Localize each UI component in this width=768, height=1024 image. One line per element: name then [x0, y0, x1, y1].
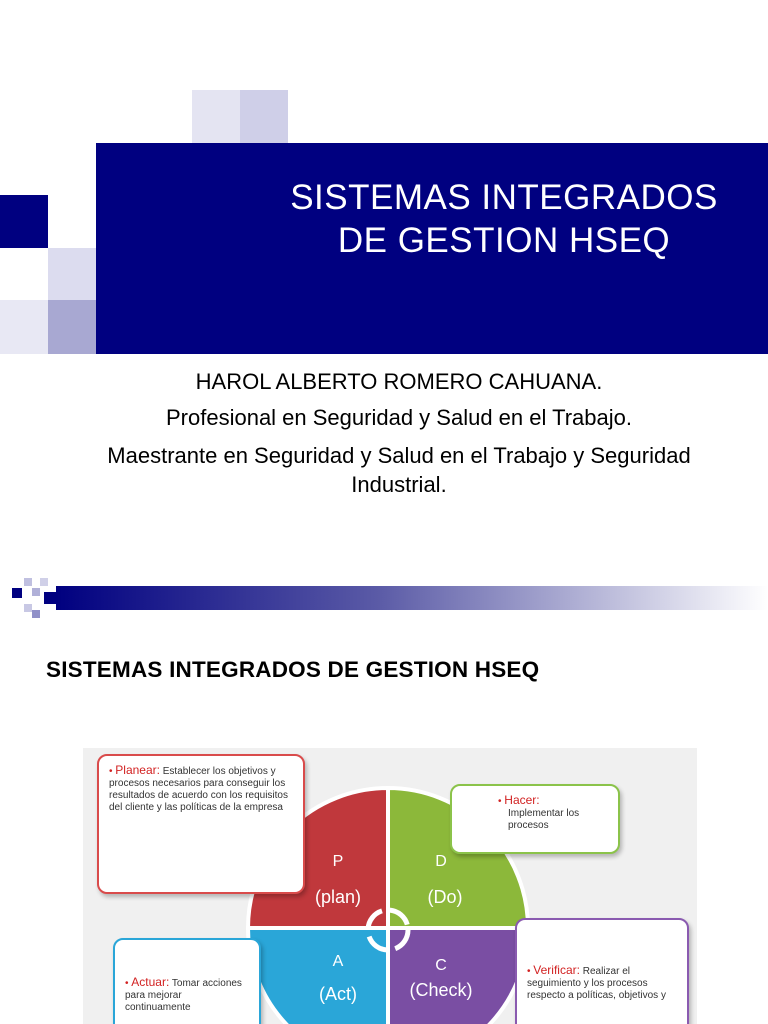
author-role: Profesional en Seguridad y Salud en el Trabajo. — [166, 405, 632, 430]
footer-gradient-bar — [56, 586, 768, 610]
quadrant-check-label: (Check) — [409, 980, 473, 1000]
decor-square — [24, 578, 32, 586]
hacer-keyword: Hacer: — [504, 793, 540, 807]
planear-keyword: Planear: — [115, 763, 160, 777]
bullet-icon: • — [498, 796, 505, 807]
decor-square — [192, 90, 240, 143]
slide-title-line-2: DE GESTION HSEQ — [337, 221, 671, 260]
bullet-icon: • — [109, 766, 116, 777]
bullet-icon: • — [527, 966, 534, 977]
decor-square — [24, 604, 32, 612]
quadrant-plan-label: (plan) — [314, 887, 362, 907]
slide-title — [240, 176, 768, 262]
quadrant-check-letter: C — [435, 957, 447, 974]
planear-box — [97, 754, 305, 894]
decor-square — [40, 578, 48, 586]
quadrant-act-label: (Act) — [319, 984, 357, 1004]
author-degree-line-2: Industrial. — [351, 472, 447, 497]
hacer-box — [450, 784, 620, 854]
quadrant-check — [388, 928, 528, 1024]
actuar-text: Tomar acciones para mejorar continuamente — [125, 978, 242, 1013]
quadrant-act-letter: A — [332, 953, 344, 970]
decor-square — [44, 592, 56, 604]
decor-square — [240, 90, 288, 143]
planear-text: Establecer los objetivos y procesos necesarios para conseguir los resultados de acuerdo con los requisitos del cliente y las políticas de la empresa — [109, 766, 288, 813]
quadrant-do-label: (Do) — [427, 887, 463, 907]
actuar-box — [113, 938, 261, 1024]
section-heading: SISTEMAS INTEGRADOS DE GESTION HSEQ — [46, 657, 540, 682]
slide-subtitle — [40, 364, 758, 499]
decor-square — [32, 588, 40, 596]
author-degree-line-1: Maestrante en Seguridad y Salud en el Trabajo y Seguridad — [107, 443, 691, 468]
decor-square — [0, 195, 48, 248]
actuar-keyword: Actuar: — [131, 975, 170, 989]
verificar-keyword: Verificar: — [533, 963, 580, 977]
decor-square — [48, 300, 96, 354]
verificar-box — [515, 918, 689, 1024]
decor-square — [0, 300, 48, 354]
decor-square — [12, 588, 22, 598]
hacer-text: Implementar los procesos — [508, 808, 580, 831]
pdca-diagram — [83, 748, 697, 1024]
slide-title-line-1: SISTEMAS INTEGRADOS — [290, 178, 718, 217]
quadrant-act — [248, 928, 388, 1024]
bullet-icon: • — [125, 978, 132, 989]
author-name: HAROL ALBERTO ROMERO CAHUANA. — [195, 369, 603, 394]
quadrant-plan-letter: P — [332, 853, 344, 870]
verificar-text: Realizar el seguimiento y los procesos respecto a políticas, objetivos y — [527, 966, 666, 1001]
decor-square — [32, 610, 40, 618]
decor-square — [48, 248, 96, 301]
quadrant-do-letter: D — [435, 853, 447, 870]
